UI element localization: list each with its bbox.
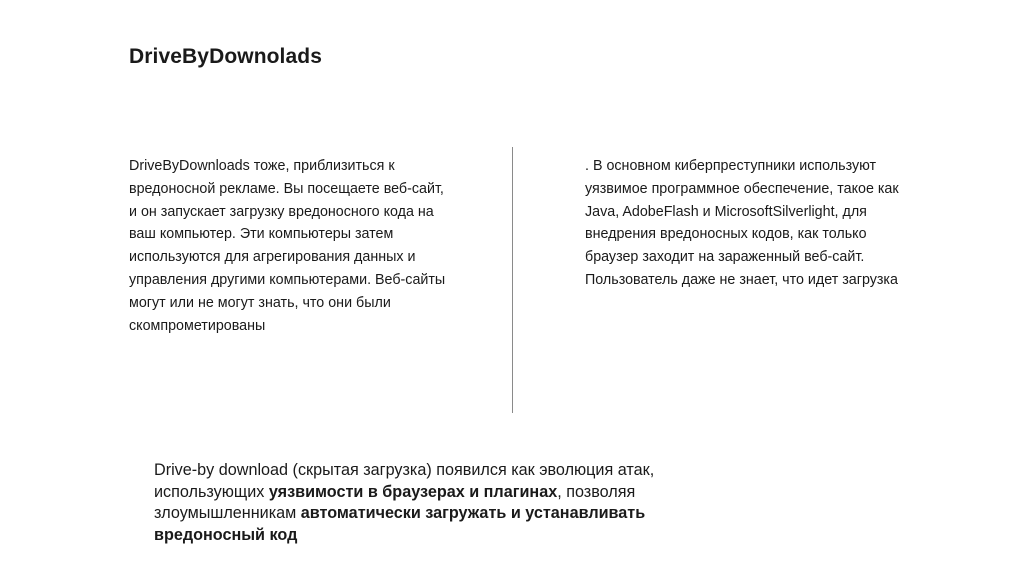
footer-emphasis: вредоносный код <box>154 525 298 544</box>
text-line: Пользователь даже не знает, что идет загрузка <box>585 271 898 288</box>
footer-note <box>154 460 774 546</box>
footer-text: злоумышленникам <box>154 504 301 522</box>
footer-text: использующих <box>154 482 269 501</box>
text-line: вредоносной рекламе. Вы посещаете веб-сайт, <box>129 180 444 197</box>
text-line: скомпрометированы <box>129 317 266 334</box>
text-line: Java, AdobeFlash и MicrosoftSilverlight, для <box>585 203 867 220</box>
footer-emphasis: уязвимости в браузерах и плагинах <box>268 482 558 501</box>
text-line: ваш компьютер. Эти компьютеры затем <box>129 226 394 243</box>
left-text-block <box>129 155 479 337</box>
text-line: могут или не могут знать, что они были <box>129 294 391 311</box>
text-line: управления другими компьютерами. Веб-сайты <box>129 271 446 288</box>
text-line: уязвимое программное обеспечение, такое как <box>585 180 899 197</box>
footer-text: Drive-by download (скрытая загрузка) появился как эволюция атак, <box>154 461 655 479</box>
footer-line <box>154 525 774 547</box>
footer-line <box>154 503 774 525</box>
text-line: используются для агрегирования данных и <box>129 249 416 266</box>
text-line: внедрения вредоносных кодов, как только <box>585 226 867 243</box>
footer-emphasis: автоматически загружать и устанавливать <box>300 504 646 522</box>
text-line: . В основном киберпреступники используют <box>585 158 877 174</box>
right-text-block <box>585 155 935 292</box>
slide-title: DriveByDownolads <box>129 45 322 68</box>
footer-line <box>154 482 774 504</box>
column-divider <box>512 147 513 413</box>
text-line: браузер заходит на зараженный веб-сайт. <box>585 249 865 266</box>
footer-text: , позволяя <box>557 482 636 501</box>
footer-line <box>154 460 774 482</box>
text-line: DriveByDownloads тоже, приблизиться к <box>129 158 395 174</box>
text-line: и он запускает загрузку вредоносного кода на <box>129 203 434 220</box>
